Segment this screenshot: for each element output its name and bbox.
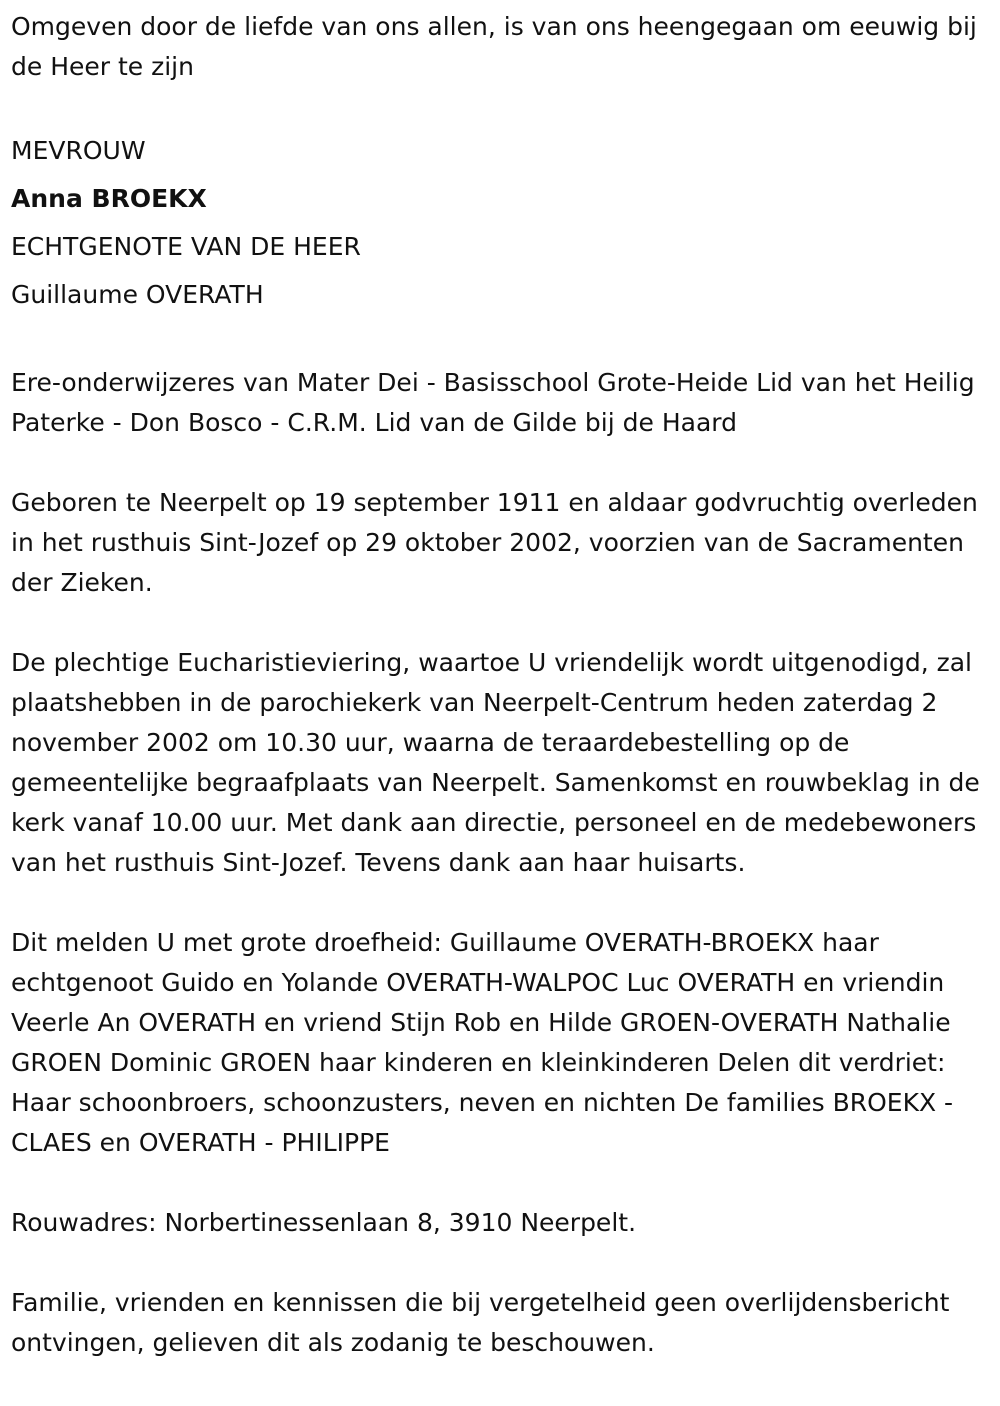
spacer bbox=[11, 603, 991, 643]
spacer bbox=[11, 443, 991, 483]
intro-paragraph: Omgeven door de liefde van ons allen, is van ons heengegaan om eeuwig bij de Heer te zijn bbox=[11, 12, 977, 81]
family-paragraph: Dit melden U met grote droefheid: Guillaume OVERATH-BROEKX haar echtgenoot Guido en Yolande OVERATH-WALPOC Luc OVERATH en vriendin Veerle An OVERATH en vriend Stijn Rob en Hilde GROEN-OVERATH Nathalie GROEN Dominic GROEN haar kinderen en kleinkinderen Delen dit verdriet: Haar schoonbroers, schoonzusters, neven en nichten De families BROEKX - CLAES en OVERATH - PHILIPPE bbox=[11, 928, 954, 1157]
salutation: MEVROUW bbox=[11, 136, 146, 165]
address-paragraph: Rouwadres: Norbertinessenlaan 8, 3910 Neerpelt. bbox=[11, 1208, 637, 1237]
obituary-text bbox=[11, 0, 991, 1363]
spacer bbox=[11, 1243, 991, 1283]
relation-line: ECHTGENOTE VAN DE HEER bbox=[11, 232, 361, 261]
spacer bbox=[11, 1163, 991, 1203]
ceremony-paragraph: De plechtige Eucharistieviering, waartoe U vriendelijk wordt uitgenodigd, zal plaatshebben in de parochiekerk van Neerpelt-Centrum heden zaterdag 2 november 2002 om 10.30 uur, waarna de teraardebestelling op de gemeentelijke begraafplaats van Neerpelt. Samenkomst en rouwbeklag in de kerk vanaf 10.00 uur. Met dank aan directie, personeel en de medebewoners van het rusthuis Sint-Jozef. Tevens dank aan haar huisarts. bbox=[11, 648, 980, 877]
spacer bbox=[11, 319, 991, 363]
spacer bbox=[11, 87, 991, 127]
birth-death-paragraph: Geboren te Neerpelt op 19 september 1911 en aldaar godvruchtig overleden in het rusthuis Sint-Jozef op 29 oktober 2002, voorzien van de Sacramenten der Zieken. bbox=[11, 488, 978, 597]
spacer bbox=[11, 883, 991, 923]
spouse-name: Guillaume OVERATH bbox=[11, 280, 264, 309]
deceased-name: Anna BROEKX bbox=[11, 184, 207, 213]
roles-paragraph: Ere-onderwijzeres van Mater Dei - Basisschool Grote-Heide Lid van het Heilig Paterke - Don Bosco - C.R.M. Lid van de Gilde bij de Haard bbox=[11, 368, 975, 437]
notice-paragraph: Familie, vrienden en kennissen die bij vergetelheid geen overlijdensbericht ontvingen, gelieven dit als zodanig te beschouwen. bbox=[11, 1288, 950, 1357]
